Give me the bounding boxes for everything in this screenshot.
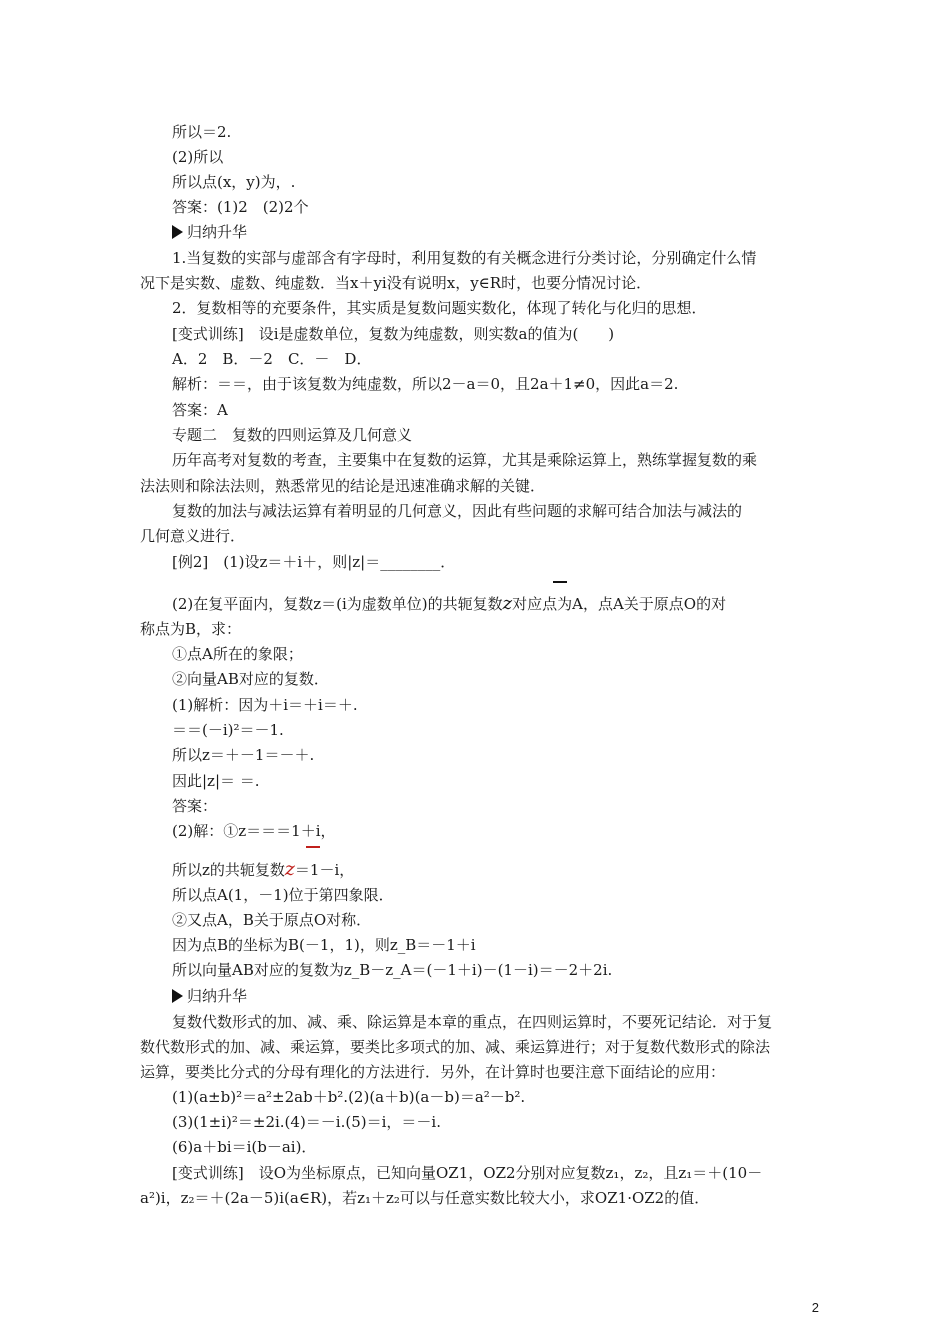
text-line: 2．复数相等的充要条件，其实质是复数问题实数化，体现了转化与化归的思想． [172,299,707,317]
summary-label: 归纳升华 [187,223,248,241]
text-line: 1.当复数的实部与虚部含有字母时，利用复数的有关概念进行分类讨论，分别确定什么情 [172,249,757,267]
right-triangle-icon [172,225,183,239]
text-line: 所以z＝＋－1＝－＋. [172,746,315,764]
text-line: [变式训练] 设i是虚数单位，复数为纯虚数，则实数a的值为( ) [172,325,615,343]
text-line: ②向量AB对应的复数． [172,670,329,688]
text-line: 复数的加法与减法运算有着明显的几何意义，因此有些问题的求解可结合加法与减法的 [172,502,743,520]
text-span: 所以z的共轭复数 [172,861,285,879]
text-line: ①点A所在的象限； [172,645,303,663]
text-line: 几何意义进行． [140,527,246,545]
summary-heading [172,222,247,242]
text-line: 所以向量AB对应的复数为z_B－z_A＝(－1＋i)－(1－i)＝－2＋2i. [172,961,613,979]
section-heading: 专题二 复数的四则运算及几何意义 [172,426,413,444]
conjugate-z: z [284,858,295,880]
text-span: ＝1－i， [294,861,355,879]
formula-line: (3)(1±i)²＝±2i.(4)＝－i.(5)＝i，＝－i. [172,1113,441,1131]
text-line: (1)解析：因为＋i＝＋i＝＋. [172,696,358,714]
text-line: 数代数形式的加、减、乘运算，要类比多项式的加、减、乘运算进行；对于复数代数形式的除法 [140,1038,771,1056]
text-line: 所以点A(1，－1)位于第四象限． [172,886,394,904]
text-line [172,859,354,880]
text-line: a²)i，z₂＝＋(2a－5)i(a∈R)，若z₁＋z₂可以与任意实数比较大小，求OZ1·OZ2的值． [140,1189,710,1207]
text-line: 所以＝2. [172,123,232,141]
text-line: [变式训练] 设O为坐标原点，已知向量OZ1，OZ2分别对应复数z₁，z₂，且z₁＝＋(10－ [172,1164,763,1182]
formula-line: (1)(a±b)²＝a²±2ab＋b².(2)(a＋b)(a－b)＝a²－b². [172,1088,526,1106]
text-line: (2)所以 [172,148,224,166]
text-line: ②又点A，B关于原点O对称． [172,911,372,929]
text-line: 复数代数形式的加、减、乘、除运算是本章的重点，在四则运算时，不要死记结论．对于复 [172,1013,773,1031]
text-line: 运算，要类比分式的分母有理化的方法进行．另外，在计算时也要注意下面结论的应用： [140,1063,726,1081]
text-line: 因为点B的坐标为B(－1，1)，则z_B＝－1＋i [172,936,476,954]
page-number: 2 [811,1300,819,1315]
text-line: ＝＝(－i)²＝－1. [172,721,284,739]
conjugate-z: z [502,593,513,614]
right-triangle-icon [172,989,183,1003]
text-span: 对应点为A，点A关于原点O的对 [512,595,727,613]
answer-choices: A．2 B．－2 C．－ D． [172,350,372,368]
text-line: 因此|z|＝ ＝. [172,772,260,790]
text-line: 称点为B，求： [140,620,242,638]
text-line: 所以点(x，y)为，. [172,173,296,191]
text-line: 答案：A [172,401,228,419]
text-span: (2)在复平面内，复数z＝(i为虚数单位)的共轭复数 [172,595,503,613]
formula-line: (6)a＋bi＝i(b－ai)． [172,1138,317,1156]
text-line: 解析：＝＝，由于该复数为纯虚数，所以2－a＝0，且2a＋1≠0，因此a＝2. [172,375,679,393]
conjugate-bar [553,581,567,583]
conjugate-bar [306,846,320,848]
text-line: 答案：(1)2 (2)2个 [172,198,309,216]
summary-heading [172,986,247,1006]
summary-label: 归纳升华 [187,987,248,1005]
text-line: 法法则和除法法则，熟悉常见的结论是迅速准确求解的关键． [140,477,546,495]
text-line: 况下是实数、虚数、纯虚数．当x＋yi没有说明x，y∈R时，也要分情况讨论． [140,274,652,292]
text-line: 历年高考对复数的考查，主要集中在复数的运算，尤其是乘除运算上，熟练掌握复数的乘 [172,451,758,469]
example-line: [例2] (1)设z＝＋i＋，则|z|＝________． [172,553,456,571]
text-line: 答案： [172,797,218,815]
text-line [172,594,726,614]
text-line: (2)解：①z＝＝＝1＋i， [172,822,336,840]
